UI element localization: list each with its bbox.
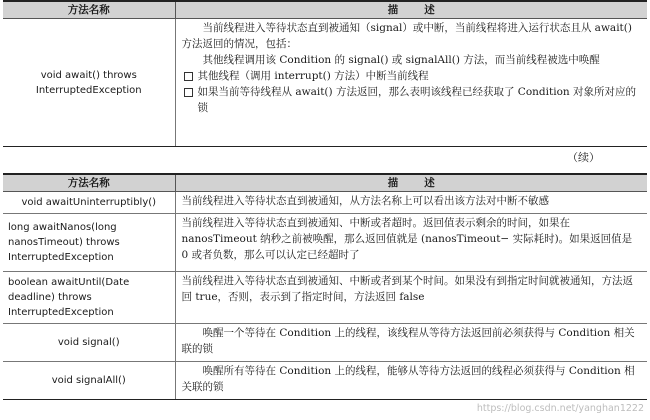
table-row [3,272,647,324]
bullet-item: 如果当前等待线程从 await() 方法返回，那么表明该线程已经获取了 Condition 对象所对应的锁 [182,84,642,116]
header-method-name: 方法名称 [3,1,175,19]
table-row [3,192,647,214]
description-cell: 当前线程进入等待状态直到被通知，从方法名称上可以看出该方法对中断不敏感 [175,192,647,214]
table-row [3,214,647,272]
method-table-1 [3,0,647,147]
continued-label: （续） [567,151,600,164]
description-cell: 当前线程进入等待状态直到被通知、中断或者到某个时间。如果没有到指定时间就被通知，方法返回 true，否则，表示到了指定时间，方法返回 false [175,272,647,324]
watermark: https://blog.csdn.net/yanghan1222 [476,403,644,414]
method-table-2 [3,173,647,400]
description-cell: 当前线程进入等待状态直到被通知、中断或者超时。返回值表示剩余的时间，如果在 nanosTimeout 纳秒之前被唤醒，那么返回值就是 (nanosTimeout− 实际耗时)。如果返回值是 0 或者负数，那么可以认定已经超时了 [175,214,647,272]
checkbox-icon [184,72,193,81]
header-description: 描述 [175,174,647,192]
description-cell: 唤醒所有等待在 Condition 上的线程，能够从等待方法返回的线程必须获得与 Condition 相关联的锁 [175,362,647,400]
description-cell [175,19,647,147]
method-name-cell: long awaitNanos(long nanosTimeout) throws InterruptedException [3,214,175,272]
bullet-item: 其他线程（调用 interrupt() 方法）中断当前线程 [182,68,642,84]
description-intro: 当前线程进入等待状态直到被通知（signal）或中断，当前线程将进入运行状态且从 await() 方法返回的情况，包括： [181,22,632,50]
table-row [3,324,647,362]
table-header-row [3,174,647,192]
checkbox-icon [184,88,193,97]
description-sub: 其他线程调用该 Condition 的 signal() 或 signalAll() 方法，而当前线程被选中唤醒 [202,54,600,66]
method-name-cell: void signalAll() [3,362,175,400]
table-row [3,19,647,147]
method-name-cell: void signal() [3,324,175,362]
header-method-name: 方法名称 [3,174,175,192]
table-row [3,362,647,400]
method-name-cell: void awaitUninterruptibly() [3,192,175,214]
method-name-cell: boolean awaitUntil(Date deadline) throws InterruptedException [3,272,175,324]
method-name-cell: void await() throws InterruptedException [3,19,175,147]
header-description: 描述 [175,1,647,19]
description-cell: 唤醒一个等待在 Condition 上的线程，该线程从等待方法返回前必须获得与 Condition 相关联的锁 [175,324,647,362]
table-header-row [3,1,647,19]
